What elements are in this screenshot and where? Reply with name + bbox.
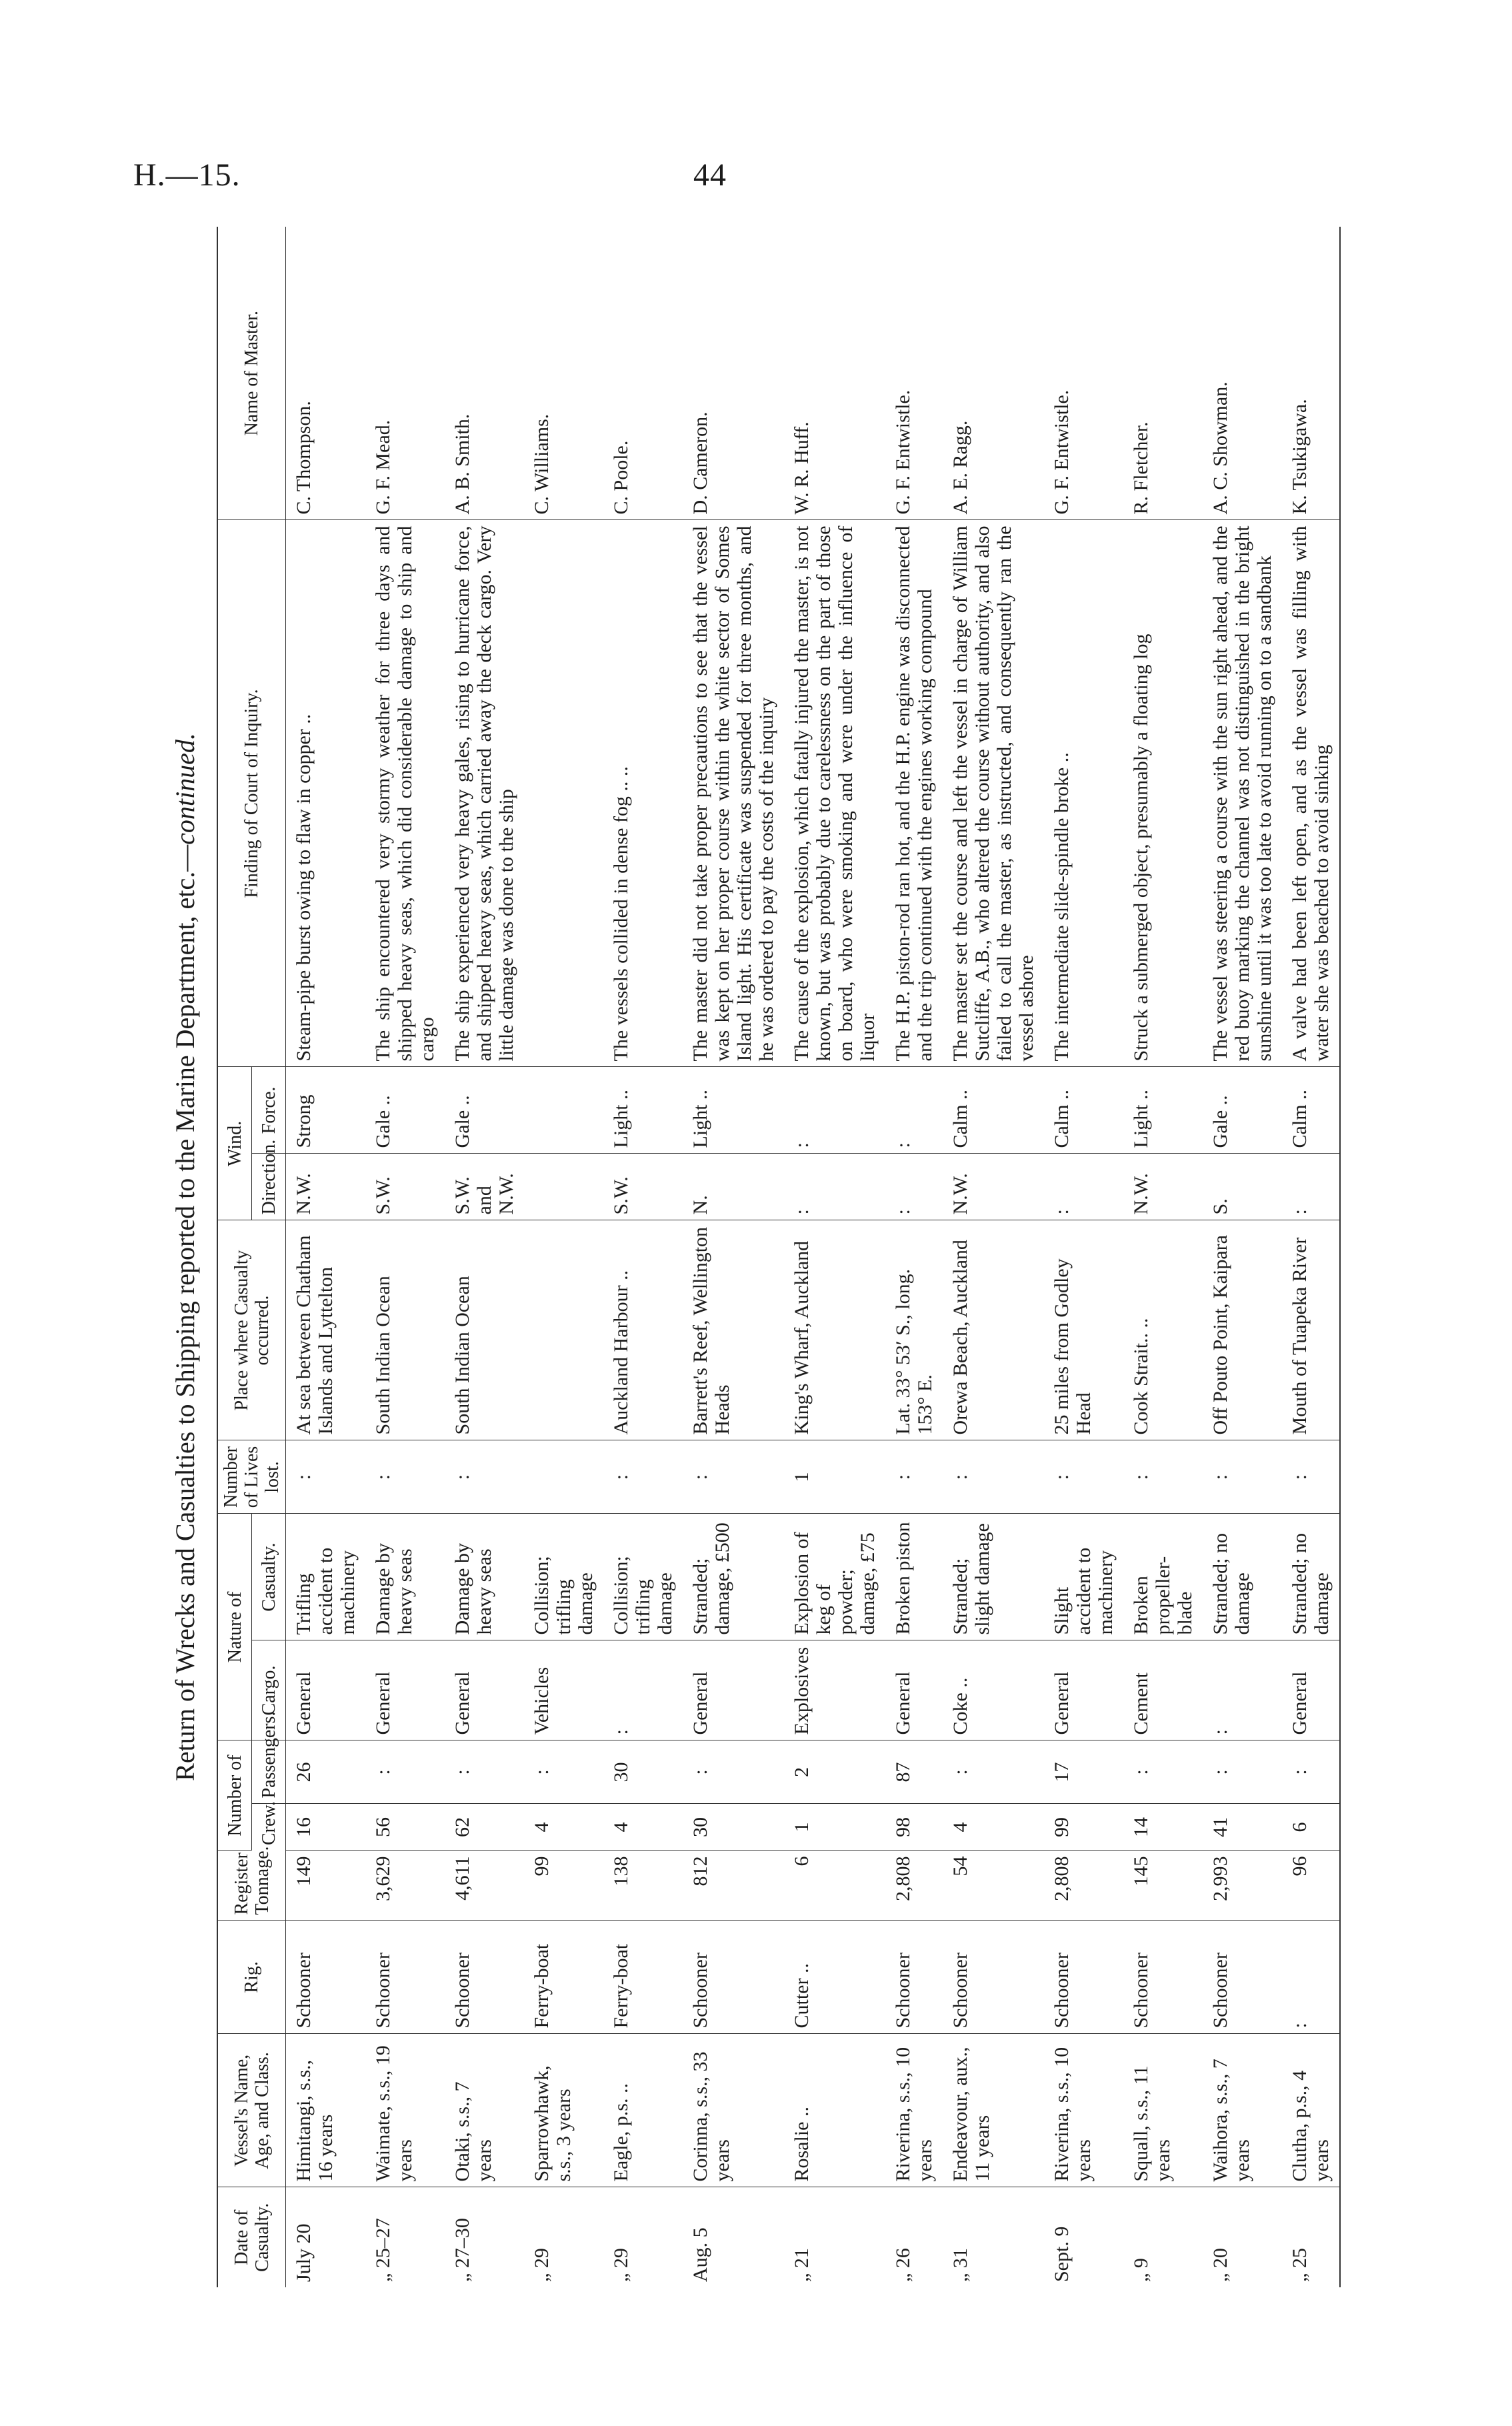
cell-tonnage: 99 xyxy=(524,1851,603,1921)
cell-date: „ 27–30 xyxy=(451,2218,473,2282)
cell-passengers: : xyxy=(524,1740,603,1804)
cell-date: „ 26 xyxy=(892,2248,914,2282)
cell-passengers: 17 xyxy=(1044,1740,1123,1804)
cell-date: „ 20 xyxy=(1209,2248,1231,2282)
cell-finding: The H.P. piston-rod ran hot, and the H.P. engine was disconnected and the trip continued with the engines working compound xyxy=(885,520,943,1067)
cell-master: C. Williams. xyxy=(524,227,603,520)
cell-tonnage: 145 xyxy=(1123,1851,1203,1921)
cell-lives: : xyxy=(1203,1440,1282,1514)
cell-cargo: General xyxy=(885,1640,943,1740)
header-casualty: Casualty. xyxy=(252,1514,286,1640)
table-row xyxy=(1044,227,1123,2287)
cell-lives: : xyxy=(1123,1440,1203,1514)
cell-date: „ 29 xyxy=(610,2248,632,2282)
cell-force: : xyxy=(784,1067,885,1154)
cell-date: „ 31 xyxy=(949,2248,971,2282)
table-row xyxy=(943,227,1044,2287)
table-body xyxy=(286,227,1341,2287)
cell-finding: The master set the course and left the vessel in charge of William Sutcliffe, A.B., who altered the course without authority, and also failed to call the master, as instructed, and consequently ran the vessel ashore xyxy=(943,520,1044,1067)
cell-tonnage: 812 xyxy=(683,1851,784,1921)
cell-casualty: Broken propeller-blade xyxy=(1123,1514,1203,1640)
header-cargo: Cargo. xyxy=(252,1640,286,1740)
cell-lives: : xyxy=(603,1440,683,1514)
cell-finding: The intermediate slide-spindle broke .. xyxy=(1044,520,1123,1067)
cell-casualty: Stranded; slight damage xyxy=(943,1514,1044,1640)
cell-direction: N.W. xyxy=(1123,1154,1203,1220)
cell-lives: : xyxy=(286,1440,366,1514)
cell-finding: The vessels collided in dense fog .. .. xyxy=(603,520,683,1067)
cell-master: A. B. Smith. xyxy=(445,227,524,520)
cell-cargo: Explosives xyxy=(784,1640,885,1740)
cell-rig: Ferry-boat xyxy=(603,1921,683,2034)
cell-direction: N. xyxy=(683,1154,784,1220)
cell-date: Aug. 5 xyxy=(689,2227,711,2282)
header-nature-of: Nature of xyxy=(217,1514,252,1740)
cell-force: : xyxy=(885,1067,943,1154)
header-wind: Wind. xyxy=(217,1067,252,1220)
cell-place: Lat. 33° 53′ S., long. 153° E. xyxy=(885,1220,943,1440)
cell-passengers: : xyxy=(1123,1740,1203,1804)
table-row xyxy=(286,227,366,2287)
cell-cargo: : xyxy=(1203,1640,1282,1740)
cell-master: D. Cameron. xyxy=(683,227,784,520)
table-row xyxy=(524,227,603,2287)
cell-force: Light .. xyxy=(683,1067,784,1154)
cell-place: South Indian Ocean xyxy=(445,1220,524,1440)
cell-direction: S.W. and N.W. xyxy=(445,1154,524,1220)
cell-date: „ 9 xyxy=(1130,2258,1152,2282)
cell-cargo: Coke .. xyxy=(943,1640,1044,1740)
table-row xyxy=(445,227,524,2287)
cell-crew: 1 xyxy=(784,1804,885,1851)
cell-force: Gale .. xyxy=(1203,1067,1282,1154)
cell-tonnage: 138 xyxy=(603,1851,683,1921)
cell-tonnage: 2,808 xyxy=(885,1851,943,1921)
cell-casualty: Collision; trifling damage xyxy=(603,1514,683,1640)
casualty-table xyxy=(217,227,1341,2287)
cell-date: „ 25 xyxy=(1282,2187,1340,2287)
cell-crew: 16 xyxy=(286,1804,366,1851)
cell-direction: S. xyxy=(1203,1154,1282,1220)
cell-force: Calm .. xyxy=(943,1067,1044,1154)
cell-vessel: Squall, s.s., 11 years xyxy=(1123,2034,1203,2187)
cell-casualty: Broken piston xyxy=(885,1514,943,1640)
cell-rig: : xyxy=(1282,1921,1340,2034)
cell-casualty: Trifling accident to machinery xyxy=(286,1514,366,1640)
cell-casualty: Collision; trifling damage xyxy=(524,1514,603,1640)
cell-direction: N.W. xyxy=(286,1154,366,1220)
cell-master: A. E. Ragg. xyxy=(943,227,1044,520)
cell-crew: 4 xyxy=(603,1804,683,1851)
table-row xyxy=(1282,227,1340,2287)
cell-passengers: : xyxy=(365,1740,445,1804)
cell-vessel: Riverina, s.s., 10 years xyxy=(1044,2034,1123,2187)
cell-master: A. C. Showman. xyxy=(1203,227,1282,520)
cell-cargo: General xyxy=(365,1640,445,1740)
table-row xyxy=(1203,227,1282,2287)
cell-force: Calm .. xyxy=(1282,1067,1340,1154)
cell-tonnage: 2,808 xyxy=(1044,1851,1123,1921)
cell-master: K. Tsukigawa. xyxy=(1282,227,1340,520)
cell-direction: : xyxy=(1282,1154,1340,1220)
cell-date: „ 25–27 xyxy=(372,2218,394,2282)
cell-passengers: : xyxy=(943,1740,1044,1804)
table-row xyxy=(784,227,885,2287)
header-crew: Crew. xyxy=(252,1804,286,1851)
table-row xyxy=(683,227,784,2287)
table-row xyxy=(365,227,445,2287)
cell-cargo: General xyxy=(445,1640,524,1740)
cell-master: G. F. Mead. xyxy=(365,227,445,520)
cell-crew: 56 xyxy=(365,1804,445,1851)
cell-tonnage: 3,629 xyxy=(365,1851,445,1921)
cell-finding: The cause of the explosion, which fatally injured the master, is not known, but was probably due to carelessness on the part of those on board, who were smoking and were under the influence of liquor xyxy=(784,520,885,1067)
cell-passengers: : xyxy=(1203,1740,1282,1804)
cell-date: „ 21 xyxy=(791,2248,813,2282)
cell-lives: : xyxy=(365,1440,445,1514)
cell-place: Off Pouto Point, Kaipara xyxy=(1203,1220,1282,1440)
cell-finding: The master did not take proper precautions to see that the vessel was kept on her proper course within the white sector of Somes Island light. His certificate was suspended for three months, and he was ordered to pay the costs of the inquiry xyxy=(683,520,784,1067)
cell-master: R. Fletcher. xyxy=(1123,227,1203,520)
cell-date: Sept. 9 xyxy=(1051,2226,1073,2282)
page-code: H.—15. xyxy=(133,157,241,193)
table-row xyxy=(885,227,943,2287)
header-finding: Finding of Court of Inquiry. xyxy=(217,520,286,1067)
cell-finding: The vessel was steering a course with the sun right ahead, and the red buoy marking the channel was not distinguished in the bright sunshine until it was too late to avoid running on to a sandbank xyxy=(1203,520,1282,1067)
header-place: Place where Casualty occurred. xyxy=(217,1220,286,1440)
cell-cargo: Vehicles xyxy=(524,1640,603,1740)
page-number: 44 xyxy=(693,157,727,193)
cell-casualty: Damage by heavy seas xyxy=(365,1514,445,1640)
cell-tonnage: 4,611 xyxy=(445,1851,524,1921)
cell-cargo: Cement xyxy=(1123,1640,1203,1740)
cell-force: Light .. xyxy=(1123,1067,1203,1154)
cell-crew: 30 xyxy=(683,1804,784,1851)
cell-casualty: Explosion of keg of powder; damage, £75 xyxy=(784,1514,885,1640)
cell-passengers: 30 xyxy=(603,1740,683,1804)
cell-master: W. R. Huff. xyxy=(784,227,885,520)
cell-vessel: Waimate, s.s., 19 years xyxy=(365,2034,445,2187)
cell-finding: The ship experienced very heavy gales, rising to hurricane force, and shipped heavy seas, which carried away the deck cargo. Very little damage was done to the ship xyxy=(445,520,524,1067)
cell-vessel: Corinna, s.s., 33 years xyxy=(683,2034,784,2187)
cell-place: Cook Strait.. .. xyxy=(1123,1220,1203,1440)
cell-place: Mouth of Tuapeka River xyxy=(1282,1220,1340,1440)
cell-force xyxy=(524,1067,603,1154)
cell-master: G. F. Entwistle. xyxy=(885,227,943,520)
header-vessel: Vessel's Name, Age, and Class. xyxy=(217,2034,286,2187)
cell-place: Barrett's Reef, Wellington Heads xyxy=(683,1220,784,1440)
cell-lives xyxy=(524,1440,603,1514)
cell-finding: A valve had been left open, and as the vessel was filling with water she was beached to avoid sinking xyxy=(1282,520,1340,1067)
cell-direction: : xyxy=(784,1154,885,1220)
cell-place: At sea between Chatham Islands and Lyttelton xyxy=(286,1220,366,1440)
cell-lives: : xyxy=(1044,1440,1123,1514)
cell-master: C. Thompson. xyxy=(286,227,366,520)
cell-lives: : xyxy=(943,1440,1044,1514)
cell-direction: : xyxy=(1044,1154,1123,1220)
cell-passengers: 26 xyxy=(286,1740,366,1804)
cell-vessel: Sparrowhawk, s.s., 3 years xyxy=(524,2034,603,2187)
cell-vessel: Waihora, s.s., 7 years xyxy=(1203,2034,1282,2187)
cell-finding: Struck a submerged object, presumably a floating log xyxy=(1123,520,1203,1067)
cell-rig: Schooner xyxy=(445,1921,524,2034)
cell-cargo: General xyxy=(1282,1640,1340,1740)
cell-passengers: 87 xyxy=(885,1740,943,1804)
cell-vessel: Riverina, s.s., 10 years xyxy=(885,2034,943,2187)
cell-tonnage: 6 xyxy=(784,1851,885,1921)
cell-force: Gale .. xyxy=(445,1067,524,1154)
table-row xyxy=(1123,227,1203,2287)
cell-crew: 4 xyxy=(943,1804,1044,1851)
cell-master: C. Poole. xyxy=(603,227,683,520)
cell-passengers: 2 xyxy=(784,1740,885,1804)
cell-passengers: : xyxy=(445,1740,524,1804)
cell-rig: Schooner xyxy=(365,1921,445,2034)
cell-cargo: General xyxy=(1044,1640,1123,1740)
cell-vessel: Clutha, p.s., 4 years xyxy=(1282,2034,1340,2187)
cell-place: South Indian Ocean xyxy=(365,1220,445,1440)
cell-rig: Schooner xyxy=(683,1921,784,2034)
cell-direction: S.W. xyxy=(603,1154,683,1220)
cell-lives: : xyxy=(1282,1440,1340,1514)
cell-crew: 62 xyxy=(445,1804,524,1851)
cell-date: „ 29 xyxy=(531,2248,553,2282)
cell-place: Orewa Beach, Auckland xyxy=(943,1220,1044,1440)
header-date: Date of Casualty. xyxy=(217,2187,286,2287)
cell-rig: Schooner xyxy=(1203,1921,1282,2034)
cell-direction: S.W. xyxy=(365,1154,445,1220)
cell-force: Light .. xyxy=(603,1067,683,1154)
cell-rig: Schooner xyxy=(943,1921,1044,2034)
cell-rig: Schooner xyxy=(286,1921,366,2034)
cell-place: Auckland Harbour .. xyxy=(603,1220,683,1440)
cell-direction xyxy=(524,1154,603,1220)
header-lives: Number of Lives lost. xyxy=(217,1440,286,1514)
cell-lives: : xyxy=(683,1440,784,1514)
cell-casualty: Slight accident to machinery xyxy=(1044,1514,1123,1640)
cell-crew: 6 xyxy=(1282,1804,1340,1851)
cell-vessel: Himitangi, s.s., 16 years xyxy=(286,2034,366,2187)
cell-tonnage: 54 xyxy=(943,1851,1044,1921)
cell-rig: Ferry-boat xyxy=(524,1921,603,2034)
cell-lives: : xyxy=(445,1440,524,1514)
cell-date: July 20 xyxy=(293,2223,315,2282)
cell-cargo: : xyxy=(603,1640,683,1740)
header-number-of: Number of xyxy=(217,1740,252,1851)
header-passengers: Passengers. xyxy=(252,1740,286,1804)
cell-direction: : xyxy=(885,1154,943,1220)
cell-vessel: Eagle, p.s. .. xyxy=(603,2034,683,2187)
cell-master: G. F. Entwistle. xyxy=(1044,227,1123,520)
rotated-return-table xyxy=(153,227,1347,2287)
cell-vessel: Otaki, s.s., 7 years xyxy=(445,2034,524,2187)
cell-crew: 98 xyxy=(885,1804,943,1851)
cell-vessel: Endeavour, aux., 11 years xyxy=(943,2034,1044,2187)
cell-crew: 14 xyxy=(1123,1804,1203,1851)
cell-tonnage: 149 xyxy=(286,1851,366,1921)
cell-tonnage: 96 xyxy=(1282,1851,1340,1921)
table-row xyxy=(603,227,683,2287)
cell-passengers: : xyxy=(1282,1740,1340,1804)
header-force: Force. xyxy=(252,1067,286,1154)
cell-place: King's Wharf, Auckland xyxy=(784,1220,885,1440)
cell-lives: : xyxy=(885,1440,943,1514)
header-tonnage: Register Tonnage. xyxy=(217,1851,286,1921)
header-direction: Direction. xyxy=(252,1154,286,1220)
cell-crew: 99 xyxy=(1044,1804,1123,1851)
cell-place xyxy=(524,1220,603,1440)
cell-casualty: Stranded; no damage xyxy=(1282,1514,1340,1640)
cell-rig: Cutter .. xyxy=(784,1921,885,2034)
cell-finding: Steam-pipe burst owing to flaw in copper .. xyxy=(286,520,366,1067)
cell-force: Calm .. xyxy=(1044,1067,1123,1154)
cell-cargo: General xyxy=(683,1640,784,1740)
cell-direction: N.W. xyxy=(943,1154,1044,1220)
cell-force: Gale .. xyxy=(365,1067,445,1154)
table-title xyxy=(153,227,217,2287)
cell-tonnage: 2,993 xyxy=(1203,1851,1282,1921)
cell-casualty: Damage by heavy seas xyxy=(445,1514,524,1640)
cell-force: Strong xyxy=(286,1067,366,1154)
cell-rig: Schooner xyxy=(885,1921,943,2034)
cell-rig: Schooner xyxy=(1123,1921,1203,2034)
cell-finding xyxy=(524,520,603,1067)
header-rig: Rig. xyxy=(217,1921,286,2034)
table-title-continued: continued. xyxy=(170,733,200,845)
cell-casualty: Stranded; no damage xyxy=(1203,1514,1282,1640)
cell-crew: 41 xyxy=(1203,1804,1282,1851)
cell-cargo: General xyxy=(286,1640,366,1740)
cell-passengers: : xyxy=(683,1740,784,1804)
cell-lives: 1 xyxy=(784,1440,885,1514)
table-title-main: Return of Wrecks and Casualties to Shipping reported to the Marine Department, etc.— xyxy=(170,844,200,1781)
cell-vessel: Rosalie .. xyxy=(784,2034,885,2187)
cell-finding: The ship encountered very stormy weather for three days and shipped heavy seas, which did considerable damage to ship and cargo xyxy=(365,520,445,1067)
cell-crew: 4 xyxy=(524,1804,603,1851)
header-master: Name of Master. xyxy=(217,227,286,520)
cell-place: 25 miles from Godley Head xyxy=(1044,1220,1123,1440)
cell-rig: Schooner xyxy=(1044,1921,1123,2034)
cell-casualty: Stranded; damage, £500 xyxy=(683,1514,784,1640)
